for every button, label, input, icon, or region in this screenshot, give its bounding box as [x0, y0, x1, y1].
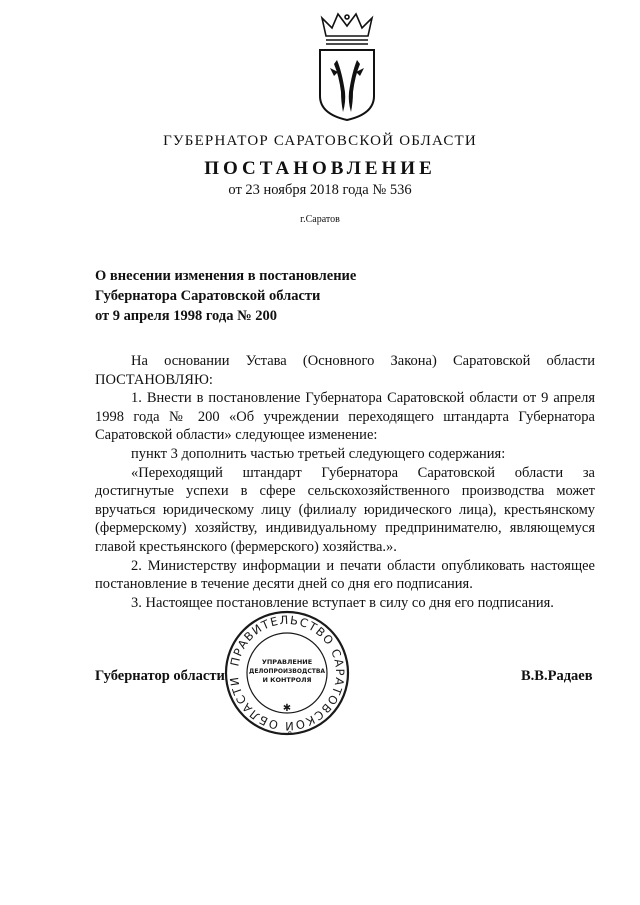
decree-word: ПОСТАНОВЛЯЮ:	[95, 371, 213, 388]
stamp-star-icon: ✱	[282, 703, 292, 714]
coat-of-arms-emblem	[312, 10, 382, 122]
document-title	[95, 266, 356, 326]
stamp-center-line-2: ДЕЛОПРОИЗВОДСТВА	[248, 668, 326, 675]
stamp-center-line-1: УПРАВЛЕНИЕ	[261, 658, 313, 666]
document-date-number: от 23 ноября 2018 года № 536	[228, 182, 412, 198]
intro-paragraph: На основании Устава (Основного Закона) Саратовской области	[131, 353, 595, 369]
document-type-heading: ПОСТАНОВЛЕНИЕ	[204, 158, 436, 179]
signatory-name: В.В.Радаев	[521, 668, 593, 684]
organization-heading: ГУБЕРНАТОР САРАТОВСКОЙ ОБЛАСТИ	[163, 133, 477, 149]
item-3: 3. Настоящее постановление вступает в силу со дня его подписания.	[131, 594, 554, 611]
stamp-center-line-3: И КОНТРОЛЯ	[262, 676, 312, 684]
signatory-position: Губернатор области	[95, 668, 225, 684]
item-1-subpoint: пункт 3 дополнить частью третьей следующего содержания:	[131, 445, 506, 462]
item-2: 2. Министерству информации и печати области опубликовать настоящее постановление в течение десяти дней со дня его подписания.	[95, 557, 595, 593]
title-line: от 9 апреля 1998 года № 200	[95, 308, 278, 324]
official-stamp	[223, 609, 351, 737]
document-body	[95, 352, 595, 612]
quoted-amendment: «Переходящий штандарт Губернатора Саратовской области за достигнутые успехи в сфере сельскохозяйственного производства может вручаться юридическому лицу (филиалу юридического лица), крестьянскому (фермерскому) хозяйству, индивидуальному предпринимателю, являющемуся главой крестьянского (фермерского) хозяйства.».	[95, 464, 595, 555]
item-1: 1. Внести в постановление Губернатора Саратовской области от 9 апреля 1998 года № 200 «Об учреждении переходящего штандарта Губернатора Саратовской области» следующее изменение:	[95, 390, 595, 444]
title-line: Губернатора Саратовской области	[95, 288, 321, 304]
stamp-ring-text: ПРАВИТЕЛЬСТВО САРАТОВСКОЙ ОБЛАСТИ	[226, 612, 348, 734]
title-line: О внесении изменения в постановление	[95, 268, 357, 284]
document-city: г.Саратов	[300, 214, 340, 225]
